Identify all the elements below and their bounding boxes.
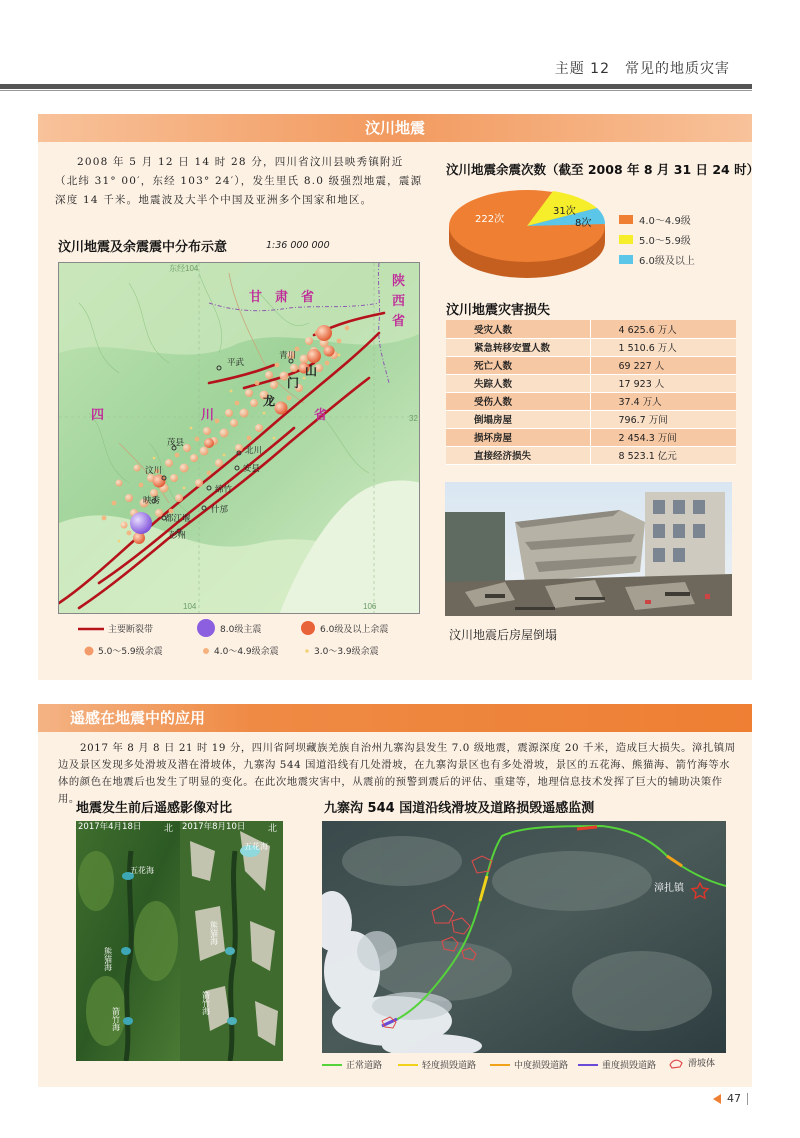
map-label-longmen-2: 山 (305, 364, 318, 378)
map-label-shaanxi-2: 西 (392, 293, 406, 308)
map-label-lon: 东经104 (169, 264, 199, 273)
map-label-qingchuan: 青川 (279, 350, 297, 360)
map-label-pengzhou: 彭州 (169, 530, 187, 540)
header-rule (0, 84, 752, 89)
table-row: 失踪人数 17 923 人 (446, 374, 736, 392)
sat-label-wuhua-before: 五花海 (130, 866, 154, 875)
legend-medium-damage: 中度损毁道路 (514, 1061, 569, 1071)
loss-table-title: 汶川地震灾害损失 (446, 303, 551, 318)
wenchuan-intro-paragraph: 2008 年 5 月 12 日 14 时 28 分，四川省汶川县映秀镇附近（北纬 31° 00′，东经 103° 24′），发生里氏 8.0 级强烈地震，震源深度 14 千米。地震波及大半个中国及亚洲多个国家和地区。 (55, 156, 423, 206)
map-legend (78, 620, 418, 660)
monitor-title: 九寨沟 544 国道沿线滑坡及道路损毁遥感监测 (324, 801, 595, 816)
map-label-mianzhu: 绵竹 (215, 484, 233, 494)
date-before: 2017年4月18日 (78, 822, 142, 832)
map-label-maoxian: 茂县 (167, 437, 185, 447)
header-rule-thin (0, 90, 752, 91)
satellite-before-svg (76, 821, 180, 1061)
map-title: 汶川地震及余震震中分布示意 (58, 240, 228, 255)
aftershock-pie (445, 186, 745, 296)
sat-label-xiongmao-before: 熊猫海 (103, 947, 113, 971)
legend-aftershock-6: 6.0级及以上余震 (300, 620, 388, 636)
section-wenchuan-title: 汶川地震 (364, 119, 425, 137)
epicenter-map (58, 262, 420, 614)
legend-main-shock: 8.0级主震 (196, 618, 261, 638)
epicenter-map-svg (59, 263, 420, 614)
remote-sensing-paragraph: 2017 年 8 月 8 日 21 时 19 分，四川省阿坝藏族羌族自治州九寨沟县发生 7.0 级地震，震源深度 20 千米，造成巨大损失。漳扎镇周边及景区发现多处滑坡及潜在滑坡体，九寨沟 544 国道沿线有几处滑坡，在九寨沟景区也有多处滑坡，景区的五花海、熊猫海、箭竹海等水体的颜色在地震后也发生了明显的变化。在此次地震灾害中，从震前的预警到震后的评估、重建等，地理信息技术发挥了巨大的辅助决策作用。 (58, 742, 736, 805)
page-arrow-icon (713, 1094, 721, 1104)
map-label-shaanxi-1: 陕 (392, 273, 406, 288)
table-row: 死亡人数 69 227 人 (446, 356, 736, 374)
map-label-longmen-3: 龙 (263, 394, 276, 408)
pie-label-b: 31次 (553, 206, 576, 217)
map-label-lon104: 104 (183, 602, 197, 611)
road-monitoring-svg (322, 821, 726, 1053)
sat-label-wuhua-after: 五花海 (244, 842, 268, 851)
collapsed-building-photo (445, 482, 732, 616)
section-remote-sensing-title: 遥感在地震中的应用 (70, 709, 206, 727)
map-label-longmen-1: 门 (287, 376, 300, 390)
table-row: 损坏房屋 2 454.3 万间 (446, 428, 736, 446)
legend-fault: 主要断裂带 (108, 625, 154, 635)
map-label-sichuan-2: 川 (201, 407, 215, 422)
sat-label-xiongmao-after: 熊猫海 (209, 921, 219, 945)
table-row: 直接经济损失 8 523.1 亿元 (446, 446, 736, 464)
map-scale: 1:36 000 000 (266, 240, 330, 251)
road-legend (322, 1056, 732, 1072)
legend-aftershock-5: 5.0～5.9级余震 (84, 644, 163, 657)
page-header-title: 主题 12 常见的地质灾害 (554, 61, 730, 77)
map-label-shaanxi-3: 省 (392, 313, 406, 328)
pie-label-a: 222次 (475, 214, 505, 225)
map-label-lat32: 32 (409, 414, 418, 423)
map-label-sichuan-3: 省 (314, 407, 328, 422)
north-label-after: 北 (268, 824, 278, 834)
map-label-anxian: 安县 (243, 463, 261, 473)
satellite-before (76, 821, 180, 1061)
table-row: 受灾人数 4 625.6 万人 (446, 320, 736, 338)
table-row: 受伤人数 37.4 万人 (446, 392, 736, 410)
satellite-after (180, 821, 283, 1061)
table-row: 倒塌房屋 796.7 万间 (446, 410, 736, 428)
map-label-wenchuan: 汶川 (145, 465, 163, 475)
page-number: 47 (713, 1092, 748, 1105)
map-label-beichuan: 北川 (245, 445, 263, 455)
map-label-yingxiu: 映秀 (143, 495, 161, 505)
pie-legend-b: 5.0～5.9级 (619, 232, 691, 247)
pie-label-c: 8次 (575, 218, 592, 229)
legend-light-damage: 轻度损毁道路 (422, 1061, 477, 1071)
map-label-lon106: 106 (363, 602, 377, 611)
town-label: 漳扎镇 (654, 883, 684, 894)
sat-label-jianzhu-before: 箭竹海 (111, 1007, 121, 1031)
legend-aftershock-3: 3.0～3.9级余震 (304, 644, 379, 657)
sat-label-jianzhu-after: 箭竹海 (201, 991, 211, 1015)
map-label-dujiangyan: 都江堰 (165, 513, 191, 523)
pie-legend-a: 4.0～4.9级 (619, 212, 691, 227)
map-label-sichuan-1: 四 (91, 407, 105, 422)
date-after: 2017年8月10日 (182, 822, 246, 832)
loss-table (446, 320, 736, 465)
aftershock-pie-svg (445, 186, 615, 296)
satellite-after-svg (180, 821, 283, 1061)
legend-landslide: 滑坡体 (668, 1056, 715, 1069)
compare-title: 地震发生前后遥感影像对比 (76, 801, 233, 816)
pie-legend-c: 6.0级及以上 (619, 252, 695, 267)
legend-aftershock-4: 4.0～4.9级余震 (202, 644, 279, 657)
table-row: 紧急转移安置人数 1 510.6 万人 (446, 338, 736, 356)
north-label-before: 北 (164, 824, 174, 834)
map-label-pingwu: 平武 (227, 357, 245, 367)
map-label-gansu: 甘 肃 省 (249, 289, 315, 304)
map-label-shifang: 什邡 (211, 504, 229, 514)
landslide-icon (668, 1057, 684, 1069)
legend-normal-road: 正常道路 (346, 1061, 383, 1071)
pie-title: 汶川地震余震次数（截至 2008 年 8 月 31 日 24 时） (446, 162, 760, 177)
collapsed-building-illustration (445, 482, 732, 616)
photo-caption: 汶川地震后房屋倒塌 (449, 628, 558, 642)
road-monitoring-image (322, 821, 726, 1053)
legend-heavy-damage: 重度损毁道路 (602, 1061, 657, 1071)
